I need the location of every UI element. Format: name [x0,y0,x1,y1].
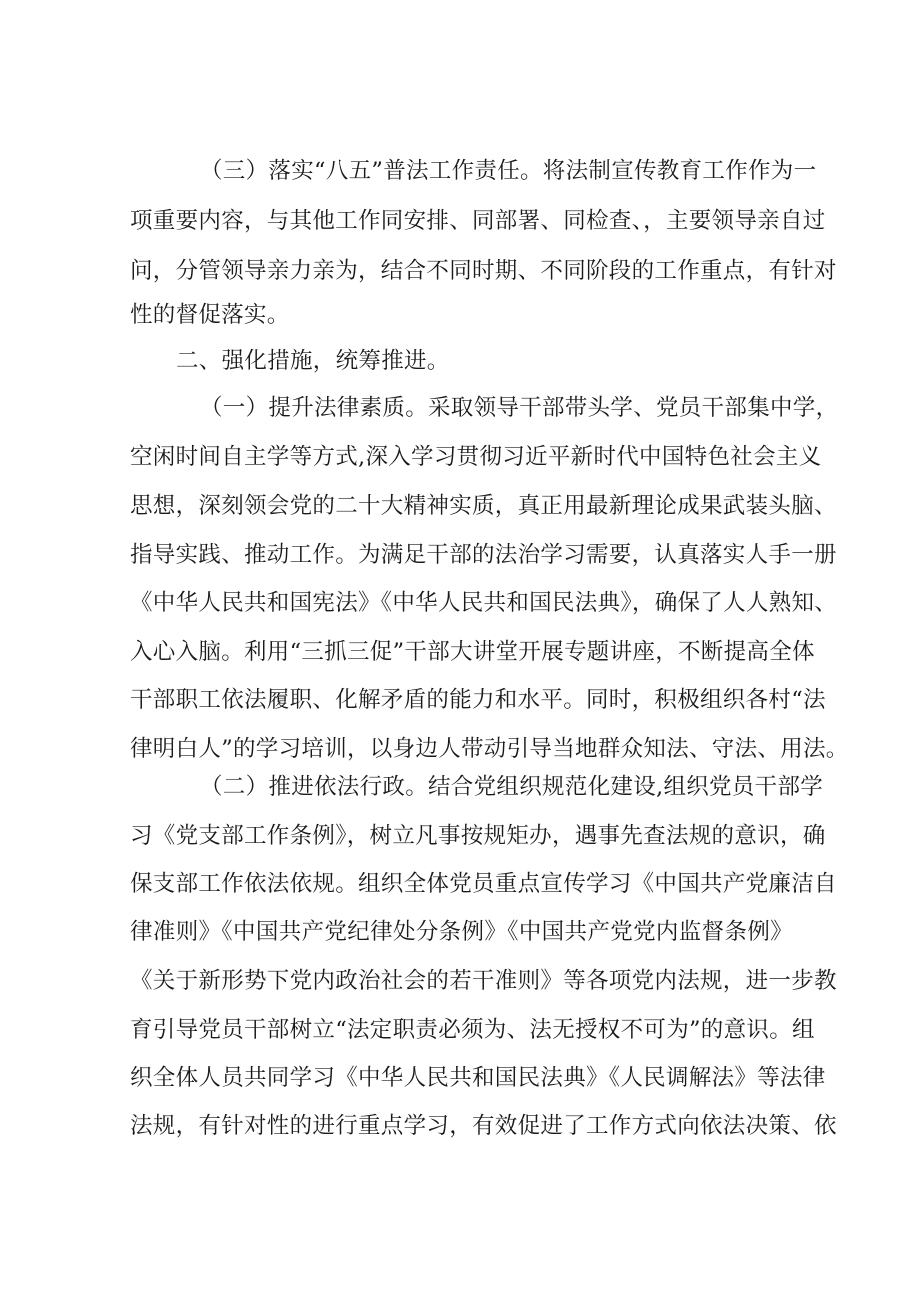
text-line: 性的督促落实。 [130,302,290,328]
text-line: 空闲时间自主学等方式,深入学习贯彻习近平新时代中国特色社会主义 [130,444,822,470]
text-line: 干部职工依法履职、化解矛盾的能力和水平。同时，积极组织各村“法 [130,687,826,713]
text-line: 法规，有针对性的进行重点学习，有效促进了工作方式向依法决策、依 [130,1113,837,1139]
text-line: 《关于新形势下党内政治社会的若干准则》等各项党内法规，进一步教 [130,968,837,994]
text-line: 项重要内容，与其他工作同安排、同部署、同检查、，主要领导亲自过 [130,208,826,234]
text-line: （三）落实“八五”普法工作责任。将法制宣传教育工作作为一 [200,158,817,184]
text-line: （二）推进依法行政。结合党组织规范化建设,组织党员干部学 [200,774,824,800]
text-line: 思想，深刻领会党的二十大精神实质，真正用最新理论成果武装头脑、 [130,493,837,519]
text-line: 入心入脑。利用“三抓三促”干部大讲堂开展专题讲座，不断提高全体 [130,639,815,665]
text-line: 《中华人民共和国宪法》《中华人民共和国民法典》，确保了人人熟知、 [130,590,838,616]
heading-text: 二、强化措施，统筹推进。 [176,348,450,374]
text-line: （一）提升法律素质。采取领导干部带头学、党员干部集中学， [200,395,839,421]
text-line: 育引导党员干部树立“法定职责必须为、法无授权不可为”的意识。组 [130,1017,815,1043]
text-line: 问，分管领导亲力亲为，结合不同时期、不同阶段的工作重点，有针对 [130,258,837,284]
text-line: 律准则》《中国共产党纪律处分条例》《中国共产党党内监督条例》 [130,919,793,945]
text-line: 保支部工作依法依规。组织全体党员重点宣传学习《中国共产党廉洁自 [130,871,837,897]
text-line: 律明白人”的学习培训，以身边人带动引导当地群众知法、守法、用法。 [130,736,849,762]
text-line: 织全体人员共同学习《中华人民共和国民法典》《人民调解法》等法律 [130,1065,826,1091]
text-line: 指导实践、推动工作。为满足干部的法治学习需要，认真落实人手一册 [130,542,837,568]
text-line: 习《党支部工作条例》，树立凡事按规矩办，遇事先查法规的意识，确 [130,823,826,849]
